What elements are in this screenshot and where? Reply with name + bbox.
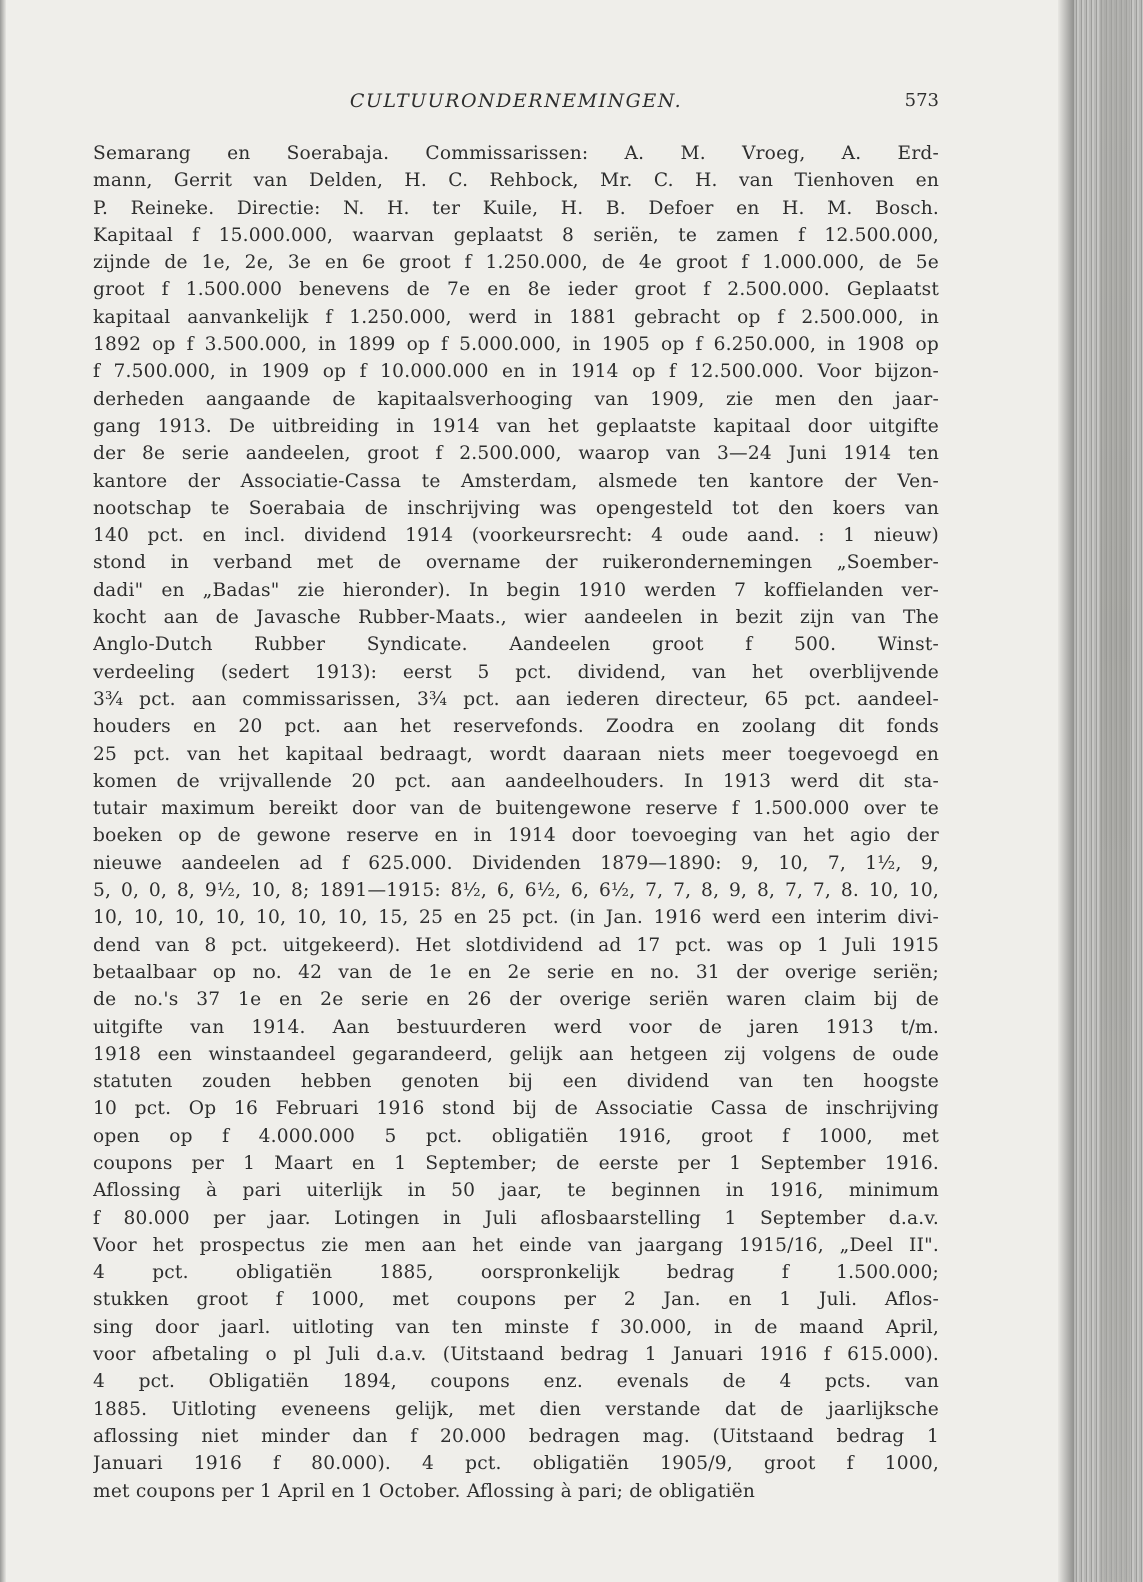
- text-line: aflossing niet minder dan f 20.000 bedragen mag. (Uitstaand bedrag 1: [93, 1425, 939, 1447]
- text-line: met coupons per 1 April en 1 October. Aflossing à pari; de obligatiën: [93, 1480, 756, 1502]
- text-line: Kapitaal f 15.000.000, waarvan geplaatst 8 seriën, te zamen f 12.500.000,: [93, 224, 939, 246]
- text-line: der 8e serie aandeelen, groot f 2.500.000, waarop van 3—24 Juni 1914 ten: [93, 443, 939, 465]
- text-line: derheden aangaande de kapitaalsverhooging van 1909, zie men den jaar-: [93, 388, 939, 410]
- text-line: kocht aan de Javasche Rubber-Maats., wier aandeelen in bezit zijn van The: [93, 607, 939, 629]
- running-head: [93, 86, 939, 116]
- text-line: groot f 1.500.000 benevens de 7e en 8e ieder groot f 2.500.000. Geplaatst: [93, 279, 939, 301]
- book-page-edges: [1074, 0, 1143, 1582]
- text-line: dadi" en „Badas" zie hieronder). In begin 1910 werden 7 koffielanden ver-: [93, 579, 939, 601]
- page-number: 573: [904, 90, 939, 111]
- text-line: mann, Gerrit van Delden, H. C. Rehbock, Mr. C. H. van Tienhoven en: [93, 170, 939, 192]
- text-line: 10, 10, 10, 10, 10, 10, 10, 15, 25 en 25 pct. (in Jan. 1916 werd een interim divi-: [93, 907, 939, 929]
- text-line: zijnde de 1e, 2e, 3e en 6e groot f 1.250.000, de 4e groot f 1.000.000, de 5e: [93, 252, 939, 274]
- text-line: voor afbetaling o pl Juli d.a.v. (Uitstaand bedrag 1 Januari 1916 f 615.000).: [93, 1344, 939, 1366]
- text-line: 25 pct. van het kapitaal bedraagt, wordt daaraan niets meer toegevoegd en: [93, 743, 939, 765]
- text-line: Anglo-Dutch Rubber Syndicate. Aandeelen groot f 500. Winst-: [93, 634, 939, 656]
- text-line: 4 pct. obligatiën 1885, oorspronkelijk bedrag f 1.500.000;: [93, 1262, 939, 1284]
- text-line: nootschap te Soerabaia de inschrijving was opengesteld tot den koers van: [93, 497, 939, 519]
- text-line: open op f 4.000.000 5 pct. obligatiën 1916, groot f 1000, met: [93, 1125, 939, 1147]
- text-line: f 7.500.000, in 1909 op f 10.000.000 en in 1914 op f 12.500.000. Voor bijzon-: [93, 361, 939, 383]
- text-line: kapitaal aanvankelijk f 1.250.000, werd in 1881 gebracht op f 2.500.000, in: [93, 306, 939, 328]
- text-line: stukken groot f 1000, met coupons per 2 Jan. en 1 Juli. Aflos-: [93, 1289, 939, 1311]
- text-line: kantore der Associatie-Cassa te Amsterdam, alsmede ten kantore der Ven-: [93, 470, 939, 492]
- text-line: nieuwe aandeelen ad f 625.000. Dividenden 1879—1890: 9, 10, 7, 1½, 9,: [93, 852, 939, 874]
- text-line: Voor het prospectus zie men aan het einde van jaargang 1915/16, „Deel II".: [93, 1234, 939, 1256]
- text-line: 10 pct. Op 16 Februari 1916 stond bij de Associatie Cassa de inschrijving: [93, 1098, 939, 1120]
- text-line: dend van 8 pct. uitgekeerd). Het slotdividend ad 17 pct. was op 1 Juli 1915: [93, 934, 939, 956]
- text-line: 5, 0, 0, 8, 9½, 10, 8; 1891—1915: 8½, 6, 6½, 6, 6½, 7, 7, 8, 9, 8, 7, 7, 8. 10, 10,: [93, 880, 939, 902]
- page-gutter-shadow: [0, 0, 6, 1582]
- text-line: uitgifte van 1914. Aan bestuurderen werd voor de jaren 1913 t/m.: [93, 1016, 939, 1038]
- text-line: sing door jaarl. uitloting van ten minste f 30.000, in de maand April,: [93, 1316, 939, 1338]
- text-line: 1892 op f 3.500.000, in 1899 op f 5.000.000, in 1905 op f 6.250.000, in 1908 op: [93, 334, 939, 356]
- text-line: de no.'s 37 1e en 2e serie en 26 der overige seriën waren claim bij de: [93, 989, 939, 1011]
- text-line: statuten zouden hebben genoten bij een dividend van ten hoogste: [93, 1071, 939, 1093]
- text-line: 1885. Uitloting eveneens gelijk, met dien verstande dat de jaarlijksche: [93, 1398, 939, 1420]
- text-line: f 80.000 per jaar. Lotingen in Juli aflosbaarstelling 1 September d.a.v.: [93, 1207, 939, 1229]
- text-line: boeken op de gewone reserve en in 1914 door toevoeging van het agio der: [93, 825, 939, 847]
- text-line: 4 pct. Obligatiën 1894, coupons enz. evenals de 4 pcts. van: [93, 1371, 939, 1393]
- text-line: P. Reineke. Directie: N. H. ter Kuile, H. B. Defoer en H. M. Bosch.: [93, 197, 939, 219]
- text-line: 140 pct. en incl. dividend 1914 (voorkeursrecht: 4 oude aand. : 1 nieuw): [93, 525, 939, 547]
- text-line: stond in verband met de overname der ruikerondernemingen „Soember-: [93, 552, 939, 574]
- text-line: coupons per 1 Maart en 1 September; de eerste per 1 September 1916.: [93, 1152, 939, 1174]
- text-line: komen de vrijvallende 20 pct. aan aandeelhouders. In 1913 werd dit sta-: [93, 770, 939, 792]
- page-fold-shadow: [1058, 0, 1074, 1582]
- text-line: houders en 20 pct. aan het reservefonds. Zoodra en zoolang dit fonds: [93, 716, 939, 738]
- text-line: Aflossing à pari uiterlijk in 50 jaar, te beginnen in 1916, minimum: [93, 1180, 939, 1202]
- text-line: Semarang en Soerabaja. Commissarissen: A. M. Vroeg, A. Erd-: [93, 143, 939, 164]
- text-line: 3¾ pct. aan commissarissen, 3¾ pct. aan iederen directeur, 65 pct. aandeel-: [93, 688, 939, 710]
- text-line: Januari 1916 f 80.000). 4 pct. obligatiën 1905/9, groot f 1000,: [93, 1453, 939, 1475]
- text-line: 1918 een winstaandeel gegarandeerd, gelijk aan hetgeen zij volgens de oude: [93, 1043, 939, 1065]
- text-line: gang 1913. De uitbreiding in 1914 van het geplaatste kapitaal door uitgifte: [93, 415, 939, 437]
- text-line: betaalbaar op no. 42 van de 1e en 2e serie en no. 31 der overige seriën;: [93, 961, 939, 983]
- running-head-title: CULTUURONDERNEMINGEN.: [349, 90, 683, 112]
- text-line: verdeeling (sedert 1913): eerst 5 pct. dividend, van het overblijvende: [93, 661, 939, 683]
- body-text: [93, 140, 939, 1505]
- text-line: tutair maximum bereikt door van de buitengewone reserve f 1.500.000 over te: [93, 798, 939, 820]
